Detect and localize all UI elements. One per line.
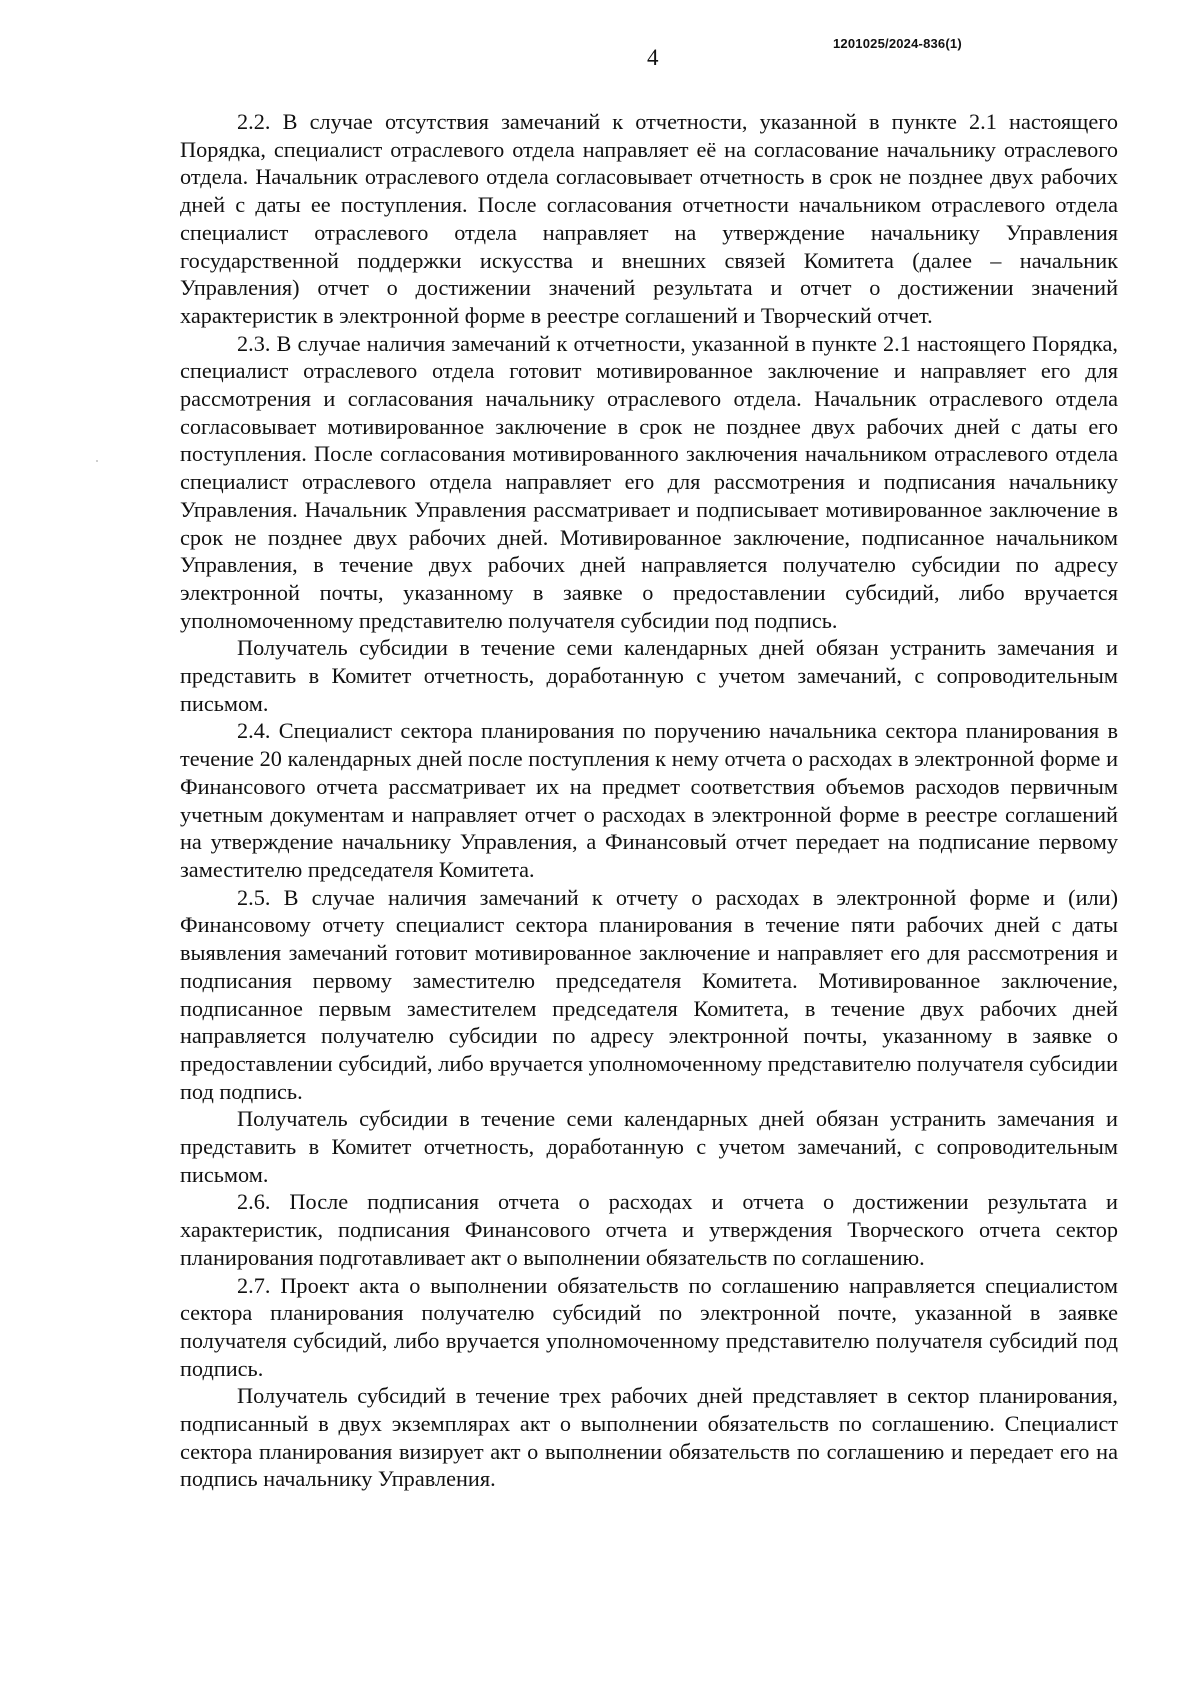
paragraph-2-4: 2.4. Специалист сектора планирования по поручению начальника сектора планирования в течение 20 календарных дней после поступления к нему отчета о расходах в электронной форме и Финансового отчета рассматривает их на предмет соответствия объемов расходов первичным учетным документам и направляет отчет о расходах в электронной форме в реестре соглашений на утверждение начальнику Управления, а Финансовый отчет передает на подписание первому заместителю председателя Комитета. [180,718,1118,882]
paragraph-2-6: 2.6. После подписания отчета о расходах и отчета о достижении результата и характеристик, подписания Финансового отчета и утверждения Творческого отчета сектор планирования подготавливает акт о выполнении обязательств по соглашению. [180,1189,1118,1270]
paragraph-2-2: 2.2. В случае отсутствия замечаний к отчетности, указанной в пункте 2.1 настоящего Порядка, специалист отраслевого отдела направляет её на согласование начальнику отраслевого отдела. Начальник отраслевого отдела согласовывает отчетность в срок не позднее двух рабочих дней с даты ее поступления. После согласования отчетности начальником отраслевого отдела специалист отраслевого отдела направляет на утверждение начальнику Управления государственной поддержки искусства и внешних связей Комитета (далее – начальник Управления) отчет о достижении значений результата и отчет о достижении значений характеристик в электронной форме в реестре соглашений и Творческий отчет. [180,109,1118,328]
paragraph-2-3: 2.3. В случае наличия замечаний к отчетности, указанной в пункте 2.1 настоящего Порядка, специалист отраслевого отдела готовит мотивированное заключение и направляет его для рассмотрения и согласования начальнику отраслевого отдела. Начальник отраслевого отдела согласовывает мотивированное заключение в срок не позднее двух рабочих дней с даты его поступления. После согласования мотивированного заключения начальником отраслевого отдела специалист отраслевого отдела направляет его для рассмотрения и подписания начальнику Управления. Начальник Управления рассматривает и подписывает мотивированное заключение в срок не позднее двух рабочих дней. Мотивированное заключение, подписанное начальником Управления, в течение двух рабочих дней направляется получателю субсидии по адресу электронной почты, указанному в заявке о предоставлении субсидий, либо вручается уполномоченному представителю получателя субсидии под подпись. [180,330,1118,633]
document-id: 1201025/2024-836(1) [833,36,962,51]
paragraph-2-3-followup: Получатель субсидии в течение семи календарных дней обязан устранить замечания и представить в Комитет отчетность, доработанную с учетом замечаний, с сопроводительным письмом. [180,635,1118,716]
scan-speck [96,460,98,462]
page-number: 4 [647,45,659,70]
paragraph-2-7: 2.7. Проект акта о выполнении обязательств по соглашению направляется специалистом сектора планирования получателю субсидий по электронной почте, указанной в заявке получателя субсидий, либо вручается уполномоченному представителю получателя субсидий под подпись. [180,1272,1118,1381]
paragraph-2-7-followup: Получатель субсидий в течение трех рабочих дней представляет в сектор планирования, подписанный в двух экземплярах акт о выполнении обязательств по соглашению. Специалист сектора планирования визирует акт о выполнении обязательств по соглашению и передает его на подпись начальнику Управления. [180,1383,1118,1492]
document-body [180,108,1118,1493]
paragraph-2-5: 2.5. В случае наличия замечаний к отчету о расходах в электронной форме и (или) Финансовому отчету специалист сектора планирования в течение пяти рабочих дней с даты выявления замечаний готовит мотивированное заключение и направляет его для рассмотрения и подписания первому заместителю председателя Комитета. Мотивированное заключение, подписанное первым заместителем председателя Комитета, в течение двух рабочих дней направляется получателю субсидии по адресу электронной почты, указанному в заявке о предоставлении субсидий, либо вручается уполномоченному представителю получателя субсидии под подпись. [180,884,1118,1104]
paragraph-2-5-followup: Получатель субсидии в течение семи календарных дней обязан устранить замечания и представить в Комитет отчетность, доработанную с учетом замечаний, с сопроводительным письмом. [180,1106,1118,1187]
